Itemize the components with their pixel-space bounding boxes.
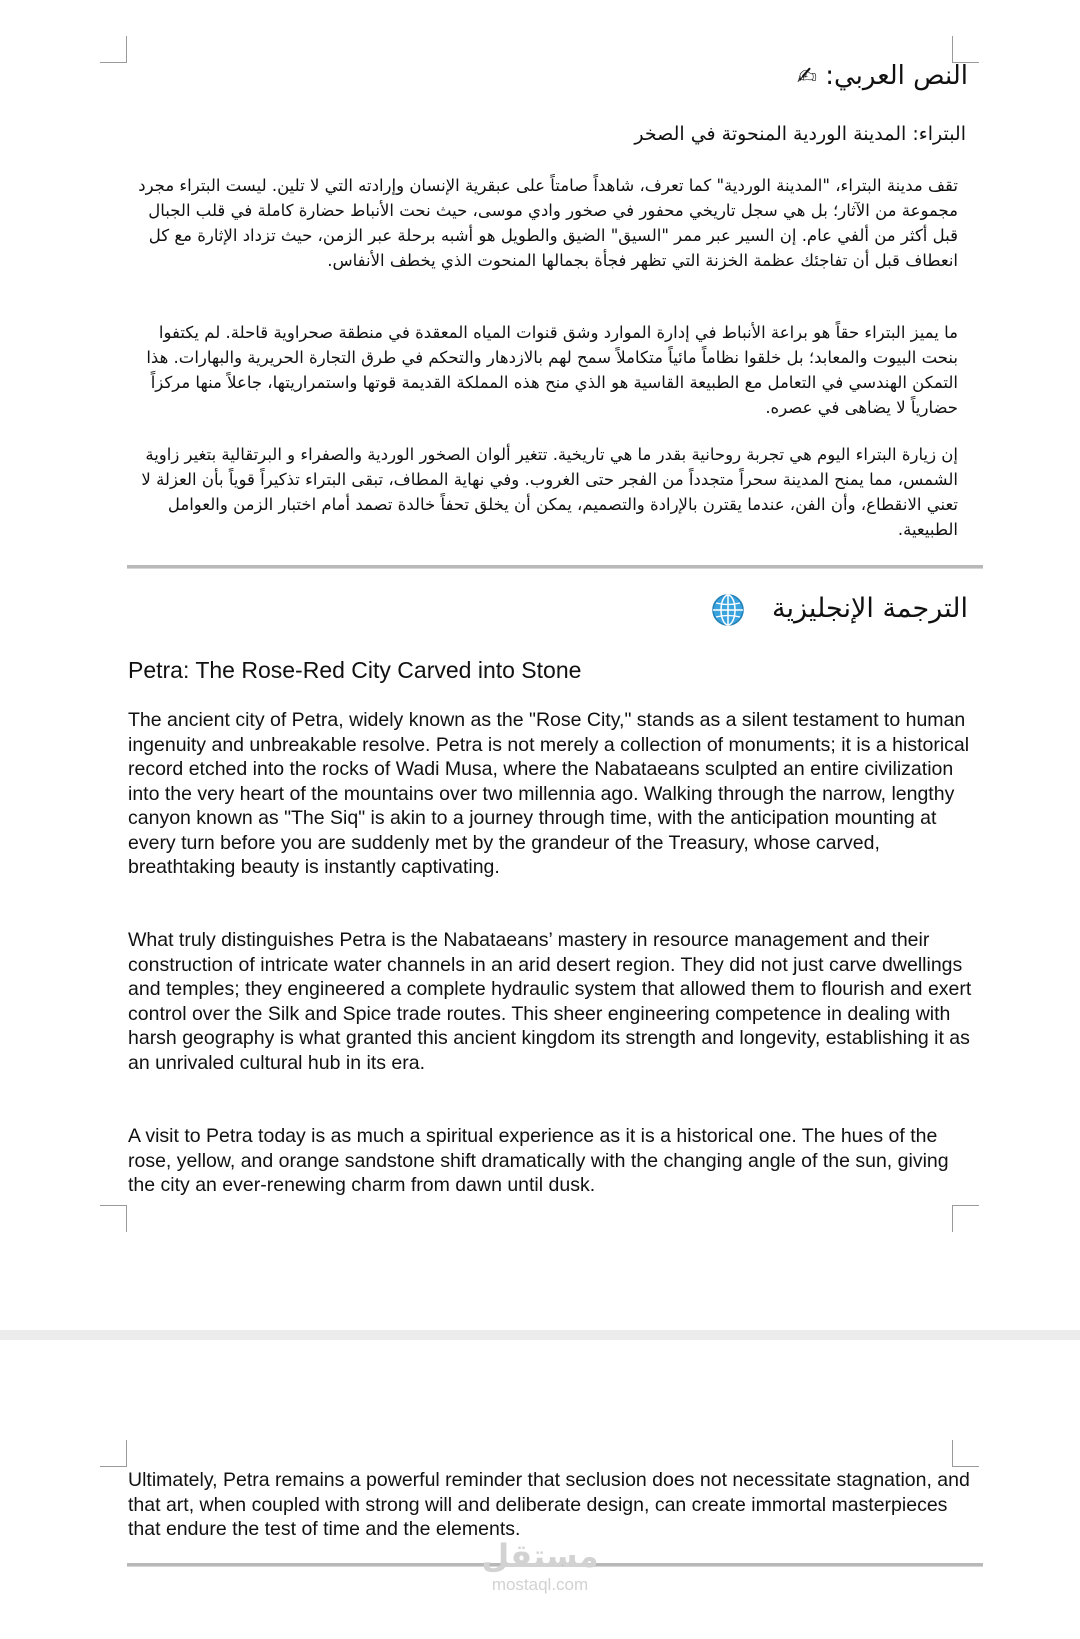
english-paragraph-4: Ultimately, Petra remains a powerful reminder that seclusion does not necessitate stagnation, and that art, when coupled with strong will and deliberate design, can create immortal masterpieces that endure the test of time and the elements. [128, 1469, 970, 1540]
arabic-subtitle: البتراء: المدينة الوردية المنحوتة في الصخر [634, 123, 966, 145]
arabic-paragraph-3: إن زيارة البتراء اليوم هي تجربة روحانية بقدر ما هي تاريخية. تتغير ألوان الصخور الوردية والصفراء و البرتقالية بتغير زاوية الشمس، مما يمنح المدينة سحراً متجدداً من الفجر حتى الغروب. وفي نهاية المطاف، تبقى البتراء تذكيراً قوياً بأن العزلة لا تعني الانقطاع، وأن الفن، عندما يقترن بالإرادة والتصميم، يمكن أن يخلق تحفاً خالدة تصمد أمام اختبار الزمن والعوامل الطبيعية. [141, 445, 958, 539]
writing-hand-icon: ✍ [796, 62, 817, 90]
section-divider [127, 565, 983, 569]
mostaql-watermark [470, 1536, 610, 1594]
watermark-arabic: مستقل [481, 1537, 599, 1575]
english-paragraph-1: The ancient city of Petra, widely known as the "Rose City," stands as a silent testament to human ingenuity and unbreakable resolve. Petra is not merely a collection of monuments; it is a historical record etched into the rocks of Wadi Musa, where the Nabataeans sculpted an entire civilization into the very heart of the mountains over two millennia ago. Walking through the narrow, lengthy canyon known as "The Siq" is akin to a journey through time, with the anticipation mounting at every turn before you are suddenly met by the grandeur of the Treasury, whose carved, breathtaking beauty is instantly captivating. [128, 709, 970, 878]
margin-corner-top-left [100, 36, 127, 63]
page-break-gap [0, 1330, 1080, 1340]
watermark-latin: mostaql.com [491, 1575, 589, 1594]
english-paragraph-2: What truly distinguishes Petra is the Nabataeans’ mastery in resource management and their construction of intricate water channels in an arid desert region. They did not just carve dwellings and temples; they engineered a complete hydraulic system that allowed them to flourish and exert control over the Silk and Spice trade routes. This sheer engineering competence in dealing with harsh geography is what granted this ancient kingdom its strength and longevity, establishing it as an unrivaled cultural hub in its era. [128, 929, 972, 1074]
english-section-heading-text: الترجمة الإنجليزية [772, 593, 968, 624]
arabic-heading-text: النص العربي: [825, 61, 968, 91]
globe-icon [711, 593, 745, 627]
margin-corner-top-left [100, 1440, 127, 1467]
arabic-paragraph-2: ما يميز البتراء حقاً هو براعة الأنباط في إدارة الموارد وشق قنوات المياه المعقدة في منطقة صحراوية قاحلة. لم يكتفوا بنحت البيوت والمعابد؛ بل خلقوا نظاماً مائياً متكاملاً سمح لهم بالازدهار والتحكم في طرق التجارة الحريرية والبهارات. هذا التمكن الهندسي في التعامل مع الطبيعة القاسية هو الذي منح هذه المملكة القديمة قوتها واستمراريتها، جاعلاً منها مركزاً حضارياً لا يضاهى في عصره. [146, 323, 958, 417]
english-paragraph-3: A visit to Petra today is as much a spiritual experience as it is a historical one. The hues of the rose, yellow, and orange sandstone shift dramatically with the changing angle of the sun, giving the city an ever-renewing charm from dawn until dusk. [128, 1125, 949, 1196]
english-section-heading [128, 589, 968, 629]
margin-corner-bottom-left [100, 1205, 127, 1232]
margin-corner-top-right [952, 1440, 979, 1467]
arabic-paragraph-1: تقف مدينة البتراء، "المدينة الوردية" كما تعرف، شاهداً صامتاً على عبقرية الإنسان وإرادته التي لا تلين. ليست البتراء مجرد مجموعة من الآثار؛ بل هي سجل تاريخي محفور في صخور وادي موسى، حيث نحت الأنباط حضارة كاملة في قلب الجبال قبل أكثر من ألفي عام. إن السير عبر ممر "السيق" الضيق والطويل هو أشبه برحلة عبر الزمن، حيث تزداد الإثارة مع كل انعطاف قبل أن تفاجئك عظمة الخزنة التي تظهر فجأة بجمالها المنحوت الذي يخطف الأنفاس. [138, 176, 958, 270]
arabic-section-heading [128, 58, 968, 94]
margin-corner-bottom-right [952, 1205, 979, 1232]
english-title: Petra: The Rose-Red City Carved into Stone [128, 657, 582, 683]
